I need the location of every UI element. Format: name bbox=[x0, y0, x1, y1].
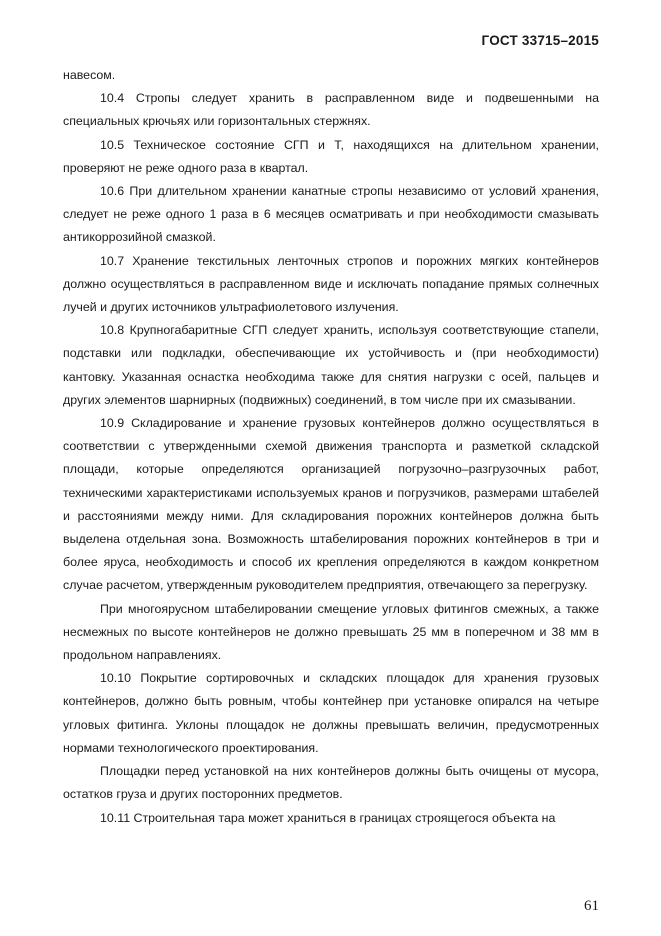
paragraph-10-10: 10.10 Покрытие сортировочных и складских площадок для хранения грузовых контейнеров, должно быть ровным, чтобы контейнер при установке опирался на четыре угловых фитинга. Уклоны площадок не должны превышать величин, предусмотренных нормами технологического проектирования. bbox=[63, 671, 599, 755]
paragraph-10-9: 10.9 Складирование и хранение грузовых контейнеров должно осуществляться в соответствии с утвержденными схемой движения транспорта и разметкой складской площади, которые определяются организацией погрузочно–разгрузочных работ, техническими характеристиками используемых кранов и погрузчиков, размерами штабелей и расстояниями между ними. Для складирования порожних контейнеров должна быть выделена отдельная зона. Возможность штабелирования порожних контейнеров в три и более яруса, необходимость и способ их крепления определяются в каждом конкретном случае расчетом, утвержденным руководителем предприятия, отвечающего за перегрузку. bbox=[63, 416, 599, 593]
paragraph-10-11: 10.11 Строительная тара может храниться в границах строящегося объекта на bbox=[100, 810, 556, 825]
document-code: ГОСТ 33715–2015 bbox=[481, 33, 599, 48]
paragraph-continuation: навесом. bbox=[63, 68, 116, 82]
paragraph-stacking-offset: При многоярусном штабелировании смещение угловых фитингов смежных, а также несмежных по высоте контейнеров не должно превышать 25 мм в поперечном и 38 мм в продольном направлениях. bbox=[63, 601, 599, 663]
page-body bbox=[63, 64, 599, 830]
paragraph-site-cleaning: Площадки перед установкой на них контейнеров должны быть очищены от мусора, остатков груза и других посторонних предметов. bbox=[63, 764, 599, 802]
paragraph-10-6: 10.6 При длительном хранении канатные стропы независимо от условий хранения, следует не реже одного 1 раза в 6 месяцев осматривать и при необходимости смазывать антикоррозийной смазкой. bbox=[63, 184, 599, 245]
paragraph-10-5: 10.5 Техническое состояние СГП и Т, находящихся на длительном хранении, проверяют не реже одного раза в квартал. bbox=[63, 137, 599, 175]
page-number: 61 bbox=[584, 898, 599, 914]
paragraph-10-8: 10.8 Крупногабаритные СГП следует хранить, используя соответствующие стапели, подставки или подкладки, обеспечивающие их устойчивость и (при необходимости) кантовку. Указанная оснастка необходима также для снятия нагрузки с осей, пальцев и других элементов шарнирных (подвижных) соединений, в том числе при их смазывании. bbox=[63, 323, 599, 407]
paragraph-10-7: 10.7 Хранение текстильных ленточных стропов и порожних мягких контейнеров должно осуществляться в расправленном виде и исключать попадание прямых солнечных лучей и других источников ультрафиолетового излучения. bbox=[63, 253, 599, 315]
paragraph-10-4: 10.4 Стропы следует хранить в расправленном виде и подвешенными на специальных крючьях или горизонтальных стержнях. bbox=[63, 91, 599, 129]
